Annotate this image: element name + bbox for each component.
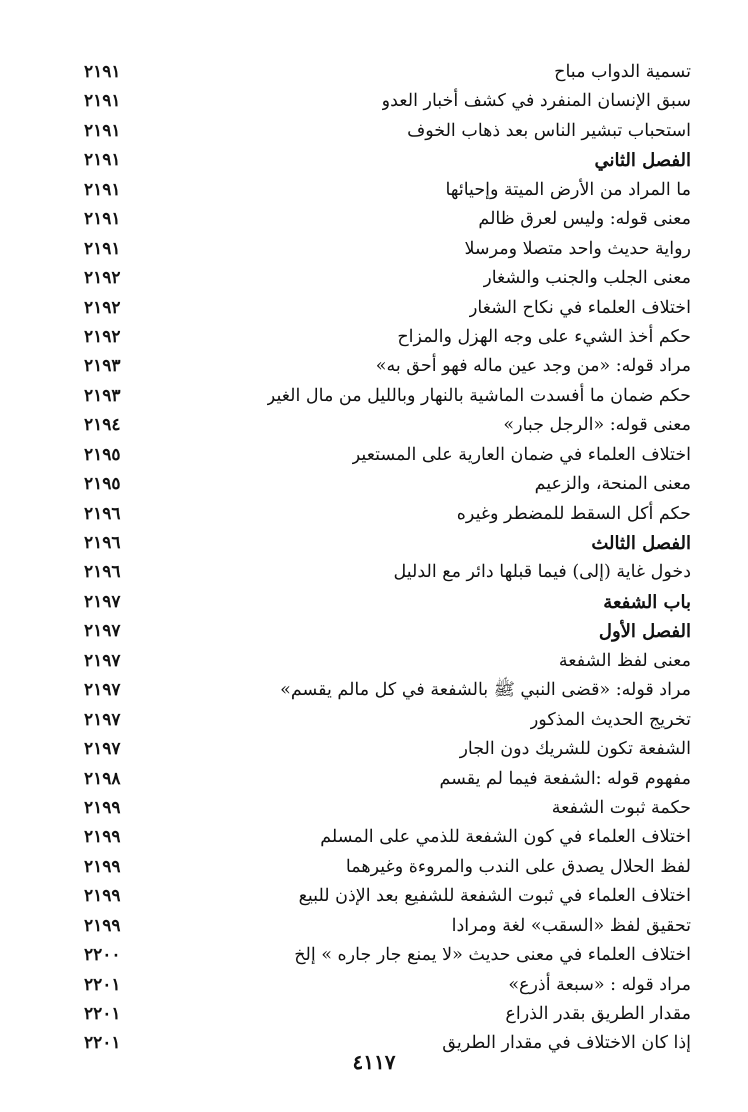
entry-page-number: ٢٢٠٠ — [84, 945, 121, 966]
entry-title: استحباب تبشير الناس بعد ذهاب الخوف — [407, 120, 691, 141]
entry-page-number: ٢١٩٨ — [84, 768, 121, 789]
index-entry-row — [0, 941, 748, 970]
entry-title: حكمة ثبوت الشفعة — [551, 797, 691, 818]
entry-title: معنى لفظ الشفعة — [558, 650, 691, 671]
index-entry-row — [0, 58, 748, 87]
index-entry-row — [0, 411, 748, 440]
index-list — [0, 58, 748, 1059]
entry-page-number: ٢١٩٧ — [84, 709, 121, 730]
entry-title: تخريج الحديث المذكور — [529, 709, 691, 730]
entry-title: إذا كان الاختلاف في مقدار الطريق — [442, 1033, 691, 1054]
index-entry-row — [0, 765, 748, 794]
entry-title: الشفعة تكون للشريك دون الجار — [459, 739, 691, 760]
section-heading-row — [0, 146, 748, 175]
section-heading-title: الفصل الأول — [598, 621, 691, 643]
index-entry-row — [0, 882, 748, 911]
entry-page-number: ٢١٩٧ — [84, 650, 121, 671]
entry-page-number: ٢١٩٦ — [84, 503, 121, 524]
entry-title: مراد قوله: «من وجد عين ماله فهو أحق به» — [375, 356, 691, 377]
index-entry-row — [0, 853, 748, 882]
entry-title: سبق الإنسان المنفرد في كشف أخبار العدو — [381, 91, 691, 112]
entry-page-number: ٢١٩٥ — [84, 474, 121, 495]
entry-title: اختلاف العلماء في كون الشفعة للذمي على المسلم — [320, 827, 691, 848]
entry-page-number: ٢١٩٦ — [84, 533, 121, 553]
entry-page-number: ٢١٩٧ — [84, 680, 121, 701]
index-entry-row — [0, 912, 748, 941]
entry-page-number: ٢١٩١ — [84, 150, 121, 171]
index-entry-row — [0, 971, 748, 1000]
index-entry-row — [0, 647, 748, 676]
entry-page-number: ٢٢٠١ — [84, 1004, 121, 1024]
entry-page-number: ٢١٩١ — [84, 62, 121, 82]
index-entry-row — [0, 235, 748, 264]
entry-title: معنى قوله: وليس لعرق ظالم — [478, 209, 691, 230]
entry-title: دخول غاية (إلى) فيما قبلها دائر مع الدليل — [393, 562, 691, 583]
entry-page-number: ٢٢٠١ — [84, 1033, 121, 1054]
entry-page-number: ٢١٩٩ — [84, 915, 121, 936]
entry-title: مقدار الطريق بقدر الذراع — [505, 1004, 691, 1024]
index-entry-row — [0, 706, 748, 735]
entry-title: حكم أخذ الشيء على وجه الهزل والمزاح — [397, 326, 691, 347]
entry-page-number: ٢١٩٧ — [84, 739, 121, 760]
index-entry-row — [0, 500, 748, 529]
entry-title: رواية حديث واحد متصلا ومرسلا — [464, 238, 691, 259]
section-heading-row — [0, 617, 748, 646]
entry-page-number: ٢١٩٩ — [84, 797, 121, 818]
entry-page-number: ٢١٩٩ — [84, 856, 121, 877]
entry-title: تسمية الدواب مباح — [554, 62, 691, 82]
index-entry-row — [0, 558, 748, 587]
section-heading-row — [0, 529, 748, 558]
entry-title: معنى قوله: «الرجل جبار» — [503, 415, 691, 436]
entry-page-number: ٢١٩١ — [84, 179, 121, 200]
index-entry-row — [0, 294, 748, 323]
entry-page-number: ٢١٩٢ — [84, 268, 121, 289]
entry-page-number: ٢٢٠١ — [84, 974, 121, 995]
index-entry-row — [0, 323, 748, 352]
entry-title: اختلاف العلماء في ضمان العارية على المستعير — [351, 444, 691, 465]
index-entry-row — [0, 735, 748, 764]
index-entry-row — [0, 352, 748, 381]
index-entry-row — [0, 470, 748, 499]
entry-page-number: ٢١٩٣ — [84, 385, 121, 406]
entry-page-number: ٢١٩٩ — [84, 886, 121, 907]
entry-page-number: ٢١٩٢ — [84, 297, 121, 318]
index-entry-row — [0, 823, 748, 852]
entry-page-number: ٢١٩١ — [84, 209, 121, 230]
index-entry-row — [0, 676, 748, 705]
entry-title: ما المراد من الأرض الميتة وإحيائها — [445, 179, 691, 200]
index-entry-row — [0, 117, 748, 146]
index-entry-row — [0, 264, 748, 293]
entry-title: اختلاف العلماء في نكاح الشغار — [468, 297, 691, 318]
section-heading-title: الفصل الثالث — [591, 533, 691, 554]
entry-page-number: ٢١٩٥ — [84, 444, 121, 465]
entry-title: حكم ضمان ما أفسدت الماشية بالنهار وبالليل من مال الغير — [266, 385, 691, 406]
entry-title: مفهوم قوله :الشفعة فيما لم يقسم — [439, 768, 691, 789]
footer-page-number: ٤١١٧ — [352, 1050, 396, 1074]
entry-page-number: ٢١٩٩ — [84, 827, 121, 848]
index-entry-row — [0, 205, 748, 234]
entry-title: لفظ الحلال يصدق على الندب والمروءة وغيرهما — [345, 856, 691, 877]
entry-page-number: ٢١٩٣ — [84, 356, 121, 377]
entry-page-number: ٢١٩١ — [84, 91, 121, 112]
entry-title: اختلاف العلماء في ثبوت الشفعة للشفيع بعد الإذن للبيع — [298, 886, 691, 907]
entry-title: اختلاف العلماء في معنى حديث «لا يمنع جار جاره » إلخ — [294, 945, 691, 966]
section-heading-title: الفصل الثاني — [594, 150, 691, 172]
entry-page-number: ٢١٩١ — [84, 120, 121, 141]
entry-page-number: ٢١٩٤ — [84, 415, 121, 436]
entry-title: مراد قوله : «سبعة أذرع» — [508, 974, 691, 995]
entry-page-number: ٢١٩٦ — [84, 562, 121, 583]
entry-title: حكم أكل السقط للمضطر وغيره — [456, 503, 691, 524]
index-entry-row — [0, 441, 748, 470]
index-entry-row — [0, 87, 748, 116]
entry-page-number: ٢١٩٢ — [84, 326, 121, 347]
entry-title: تحقيق لفظ «السقب» لغة ومرادا — [451, 915, 691, 936]
section-heading-row — [0, 588, 748, 617]
section-heading-title: باب الشفعة — [603, 591, 691, 613]
entry-page-number: ٢١٩٧ — [84, 621, 121, 642]
entry-page-number: ٢١٩١ — [84, 238, 121, 259]
entry-title: معنى المنحة، والزعيم — [534, 474, 691, 495]
entry-title: مراد قوله: «قضى النبي ﷺ بالشفعة في كل مالم يقسم» — [280, 680, 691, 701]
index-entry-row — [0, 176, 748, 205]
entry-title: معنى الجلب والجنب والشغار — [483, 268, 691, 289]
entry-page-number: ٢١٩٧ — [84, 591, 121, 612]
index-entry-row — [0, 382, 748, 411]
index-entry-row — [0, 794, 748, 823]
index-entry-row — [0, 1000, 748, 1029]
